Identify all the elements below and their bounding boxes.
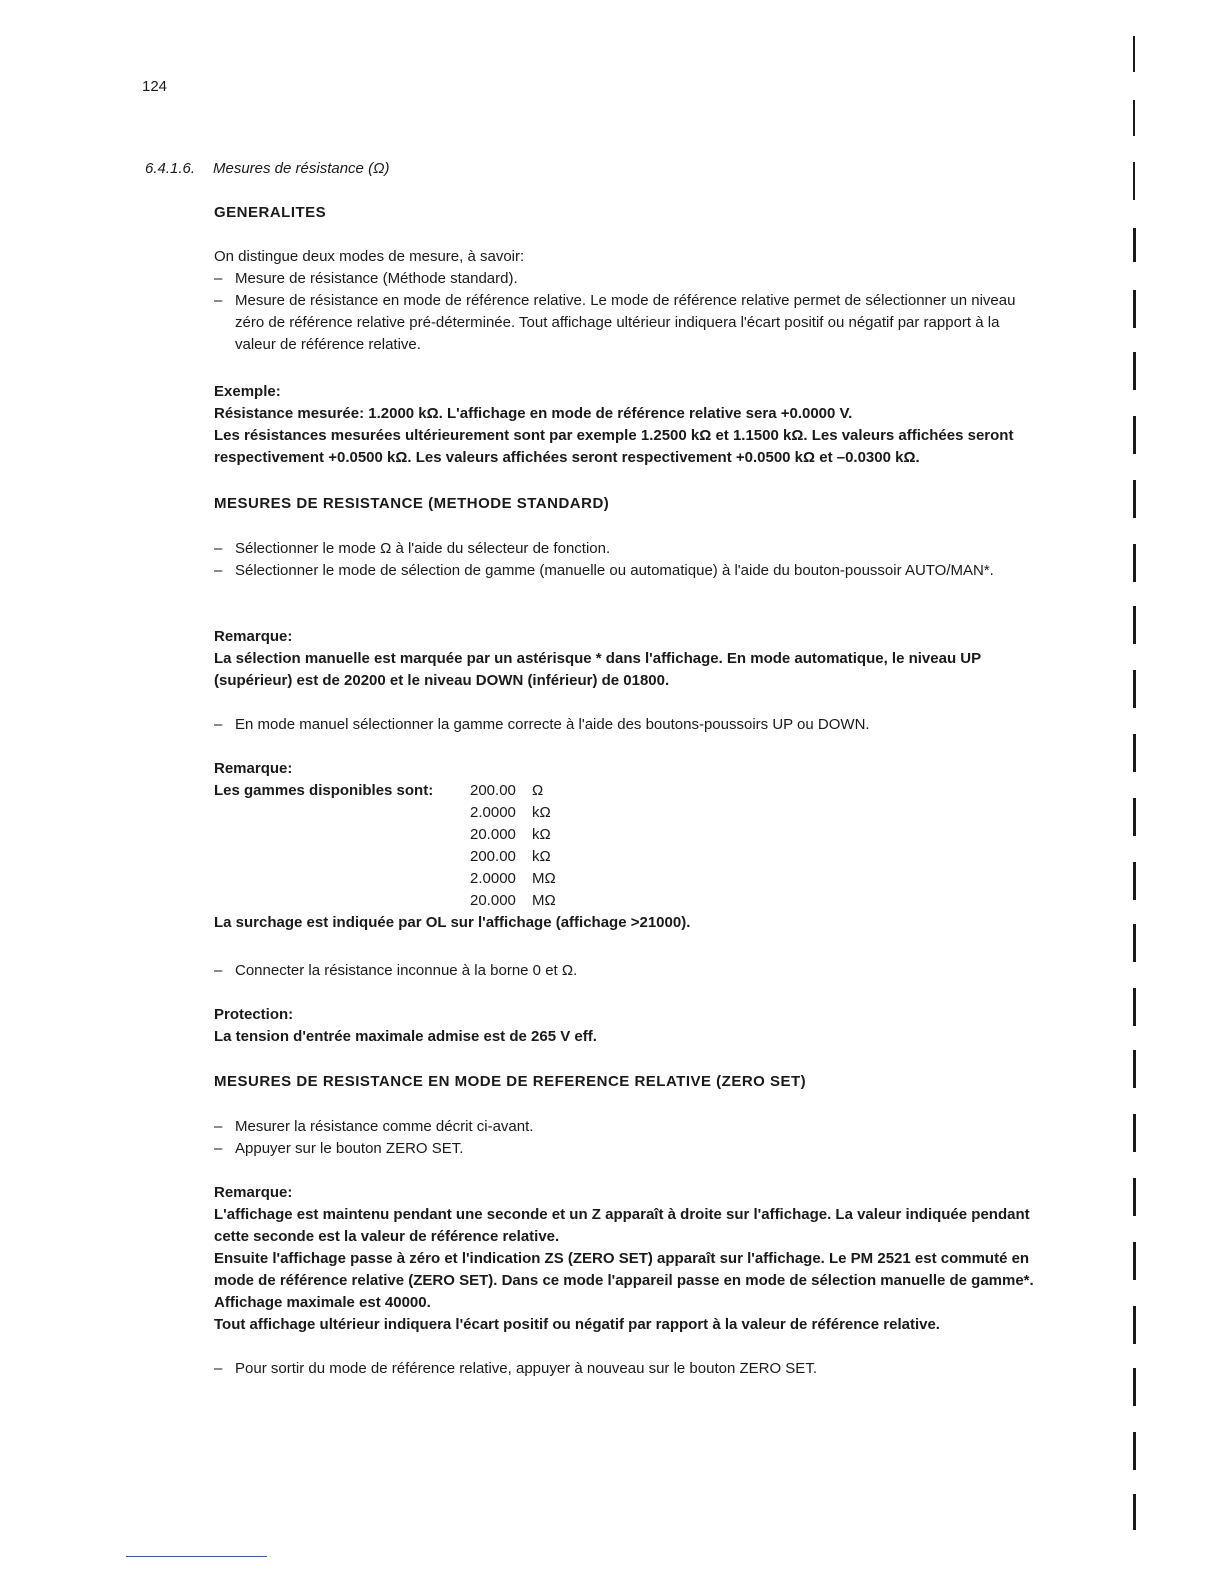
generalites-list (214, 268, 1044, 356)
scan-edge-mark (1133, 1050, 1136, 1088)
range-unit: kΩ (532, 848, 551, 865)
scan-edge-mark (1133, 100, 1135, 136)
scan-edge-mark (1133, 162, 1135, 200)
scan-edge-mark (1133, 36, 1135, 72)
list-item: – En mode manuel sélectionner la gamme correcte à l'aide des boutons-poussoirs UP ou DOWN. (214, 714, 1044, 736)
generalites-heading: GENERALITES (214, 204, 327, 221)
list-item: – Pour sortir du mode de référence relative, appuyer à nouveau sur le bouton ZERO SET. (214, 1358, 1044, 1380)
list-item: – Connecter la résistance inconnue à la borne 0 et Ω. (214, 960, 1044, 982)
scan-edge-mark (1133, 1494, 1136, 1530)
scan-edge-mark (1133, 480, 1136, 518)
scan-edge-mark (1133, 544, 1136, 582)
exemple-label: Exemple: (214, 383, 281, 400)
connect-list (214, 960, 1044, 982)
scan-edge-mark (1133, 352, 1136, 390)
standard-heading: MESURES DE RESISTANCE (METHODE STANDARD) (214, 495, 610, 512)
remark1-text: La sélection manuelle est marquée par un astérisque * dans l'affichage. En mode automatique, le niveau UP (supérieur) est de 20200 et le niveau DOWN (inférieur) de 01800. (214, 650, 981, 689)
zeroset-remark-block (214, 1182, 1044, 1336)
standard-list-block (214, 538, 1044, 582)
list-item: – Mesure de résistance (Méthode standard). (214, 268, 1044, 290)
exemple-block (214, 381, 1044, 469)
zeroset-remark-p1: L'affichage est maintenu pendant une seconde et un Z apparaît à droite sur l'affichage. La valeur indiquée pendant cette seconde est la valeur de référence relative. (214, 1206, 1030, 1245)
list-item: – Sélectionner le mode de sélection de gamme (manuelle ou automatique) à l'aide du bouton-poussoir AUTO/MAN*. (214, 560, 1044, 582)
zeroset-list-block (214, 1116, 1044, 1160)
scan-edge-mark (1133, 1432, 1136, 1470)
scan-edge-mark (1133, 670, 1136, 708)
range-unit: Ω (532, 782, 544, 799)
remark1-label: Remarque: (214, 628, 293, 645)
protection-block (214, 1004, 1044, 1048)
range-row (214, 846, 1044, 868)
zeroset-remark-label: Remarque: (214, 1184, 293, 1201)
range-value: 200.00 (470, 782, 516, 799)
overload-text: La surchage est indiquée par OL sur l'affichage (affichage >21000). (214, 914, 691, 931)
range-row (214, 890, 1044, 912)
range-value: 2.0000 (470, 870, 516, 887)
exemple-line1: Résistance mesurée: 1.2000 kΩ. L'affichage en mode de référence relative sera +0.0000 V. (214, 405, 853, 422)
manual-range-list (214, 714, 1044, 736)
scan-edge-mark (1133, 798, 1136, 836)
list-item: – Appuyer sur le bouton ZERO SET. (214, 1138, 1044, 1160)
scan-edge-mark (1133, 1368, 1136, 1406)
remark1-block (214, 626, 1044, 692)
scan-edge-mark (1133, 228, 1136, 262)
section-number: 6.4.1.6. (145, 160, 196, 177)
section-heading (145, 158, 389, 180)
scan-edge-mark (1133, 924, 1136, 962)
range-row (214, 802, 1044, 824)
scan-edge-mark (1133, 1178, 1136, 1216)
range-value: 2.0000 (470, 804, 516, 821)
remark2-label: Remarque: (214, 760, 293, 777)
scan-edge-mark (1133, 988, 1136, 1026)
scan-edge-mark (1133, 416, 1136, 454)
scan-edge-mark (1133, 862, 1136, 900)
exit-block (214, 1358, 1044, 1380)
protection-text: La tension d'entrée maximale admise est de 265 V eff. (214, 1028, 597, 1045)
scan-edge-mark (1133, 290, 1136, 328)
scan-edge-mark (1133, 606, 1136, 644)
ranges-table (214, 780, 1044, 912)
range-value: 20.000 (470, 892, 516, 909)
generalites-intro: On distingue deux modes de mesure, à savoir: (214, 248, 525, 265)
range-unit: kΩ (532, 804, 551, 821)
range-value: 200.00 (470, 848, 516, 865)
scan-edge-mark (1133, 1114, 1136, 1152)
range-row (214, 780, 1044, 802)
ranges-label: Les gammes disponibles sont: (214, 782, 434, 799)
list-item: – Mesure de résistance en mode de référence relative. Le mode de référence relative permet de sélectionner un niveau zéro de référence relative pré-déterminée. Tout affichage ultérieur indiquera l'écart positif ou négatif par rapport à la valeur de référence relative. (214, 290, 1044, 356)
ranges-block (214, 758, 1044, 934)
zeroset-remark-p3: Tout affichage ultérieur indiquera l'écart positif ou négatif par rapport à la valeur de référence relative. (214, 1316, 940, 1333)
manual-range-block (214, 714, 1044, 736)
list-item: – Sélectionner le mode Ω à l'aide du sélecteur de fonction. (214, 538, 1044, 560)
range-row (214, 824, 1044, 846)
standard-list (214, 538, 1044, 582)
exit-list (214, 1358, 1044, 1380)
page-number: 124 (142, 78, 168, 95)
footer-rule (126, 1556, 267, 1557)
protection-label: Protection: (214, 1006, 294, 1023)
scan-edge-mark (1133, 1242, 1136, 1280)
zeroset-remark-p2: Ensuite l'affichage passe à zéro et l'indication ZS (ZERO SET) apparaît sur l'affichage. Le PM 2521 est commuté en mode de référence relative (ZERO SET). Dans ce mode l'appareil passe en mode de sélection manuelle de gamme*. Affichage maximale est 40000. (214, 1250, 1034, 1311)
range-unit: MΩ (532, 870, 556, 887)
list-item: – Mesurer la résistance comme décrit ci-avant. (214, 1116, 1044, 1138)
scan-edge-mark (1133, 1306, 1136, 1344)
range-value: 20.000 (470, 826, 516, 843)
zeroset-list (214, 1116, 1044, 1160)
scan-edge-mark (1133, 734, 1136, 772)
zeroset-heading: MESURES DE RESISTANCE EN MODE DE REFERENCE RELATIVE (ZERO SET) (214, 1073, 807, 1090)
section-title: Mesures de résistance (Ω) (213, 160, 390, 177)
range-row (214, 868, 1044, 890)
connect-block (214, 960, 1044, 982)
range-unit: MΩ (532, 892, 556, 909)
exemple-line2: Les résistances mesurées ultérieurement sont par exemple 1.2500 kΩ et 1.1500 kΩ. Les valeurs affichées seront respectivement +0.0500 kΩ. Les valeurs affichées seront respectivement +0.0500 kΩ et –0.0300 kΩ. (214, 427, 1014, 466)
generalites-block (214, 246, 1044, 356)
range-unit: kΩ (532, 826, 551, 843)
